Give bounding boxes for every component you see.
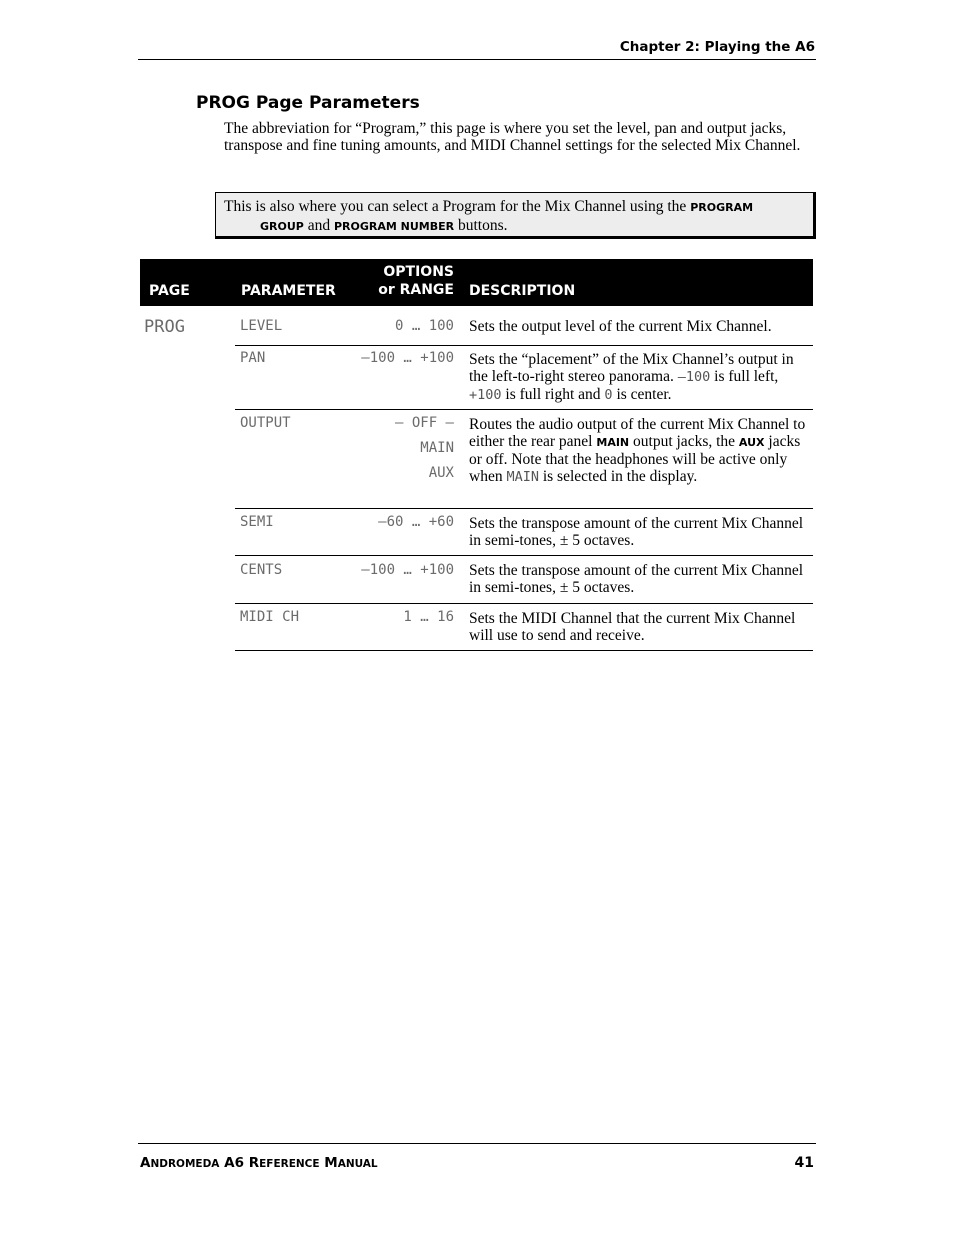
column-header-page: PAGE bbox=[149, 283, 190, 299]
row-divider bbox=[235, 508, 813, 509]
main-jack-label: MAIN bbox=[596, 436, 630, 449]
intro-paragraph: The abbreviation for “Program,” this page is where you set the level, pan and output jacks, transpose and fine tuning amounts, and MIDI Channel settings for the selected Mix Channel. bbox=[224, 120, 801, 154]
options-header-line1: OPTIONS bbox=[383, 264, 454, 280]
param-semi: SEMI bbox=[240, 514, 274, 530]
desc-pan-text-a: Sets the “placement” of the Mix Channel’s output in the left-to-right stereo panorama. bbox=[469, 351, 794, 385]
column-header-parameter: PARAMETER bbox=[241, 283, 336, 299]
desc-level: Sets the output level of the current Mix Channel. bbox=[469, 318, 772, 335]
desc-pan-text-c: is full right and bbox=[505, 386, 601, 403]
footer-title-part: NDROMEDA bbox=[150, 1158, 220, 1170]
desc-pan-value-min: –100 bbox=[677, 369, 711, 385]
program-group-key-label-cont: GROUP bbox=[260, 220, 304, 233]
footer-title-part: M bbox=[324, 1155, 338, 1171]
param-output: OUTPUT bbox=[240, 415, 291, 431]
desc-midi-ch: Sets the MIDI Channel that the current Mix Channel will use to send and receive. bbox=[469, 610, 796, 644]
row-divider bbox=[235, 409, 813, 410]
program-group-key-label: PROGRAM bbox=[690, 201, 754, 214]
footer-title-part: R bbox=[248, 1155, 260, 1171]
range-level: 0 … 100 bbox=[394, 318, 454, 334]
desc-output-text-d: is selected in the display. bbox=[542, 468, 698, 485]
row-divider bbox=[235, 555, 813, 556]
param-level: LEVEL bbox=[240, 318, 283, 334]
footer-title-part: A bbox=[140, 1155, 151, 1171]
note-text-end: buttons. bbox=[458, 217, 508, 234]
footer-title-part: ANUAL bbox=[337, 1158, 378, 1170]
range-semi: –60 … +60 bbox=[378, 514, 454, 530]
column-header-description: DESCRIPTION bbox=[469, 283, 576, 299]
desc-pan-value-center: 0 bbox=[604, 387, 613, 403]
desc-pan-text-d: is center. bbox=[616, 386, 672, 403]
header-rule bbox=[138, 59, 816, 60]
option-aux: AUX bbox=[428, 465, 454, 481]
desc-semi: Sets the transpose amount of the current Mix Channel in semi-tones, ± 5 octaves. bbox=[469, 515, 804, 549]
section-title: PROG Page Parameters bbox=[196, 93, 420, 113]
desc-pan-text-b: is full left, bbox=[714, 368, 779, 385]
desc-output-text-a: Routes the audio output of the current Mix Channel to either the rear panel bbox=[469, 416, 806, 450]
page-number: 41 bbox=[794, 1155, 814, 1171]
range-midi-ch: 1 … 16 bbox=[403, 609, 454, 625]
chapter-header: Chapter 2: Playing the A6 bbox=[619, 39, 815, 55]
options-header-line2: or RANGE bbox=[378, 282, 454, 298]
range-cents: –100 … +100 bbox=[361, 562, 454, 578]
footer-title-part: EFERENCE bbox=[259, 1158, 320, 1170]
column-header-options bbox=[378, 263, 454, 299]
desc-cents: Sets the transpose amount of the current Mix Channel in semi-tones, ± 5 octaves. bbox=[469, 562, 804, 596]
program-number-key-label: PROGRAM NUMBER bbox=[334, 220, 455, 233]
footer-rule bbox=[138, 1143, 816, 1144]
footer-title-part: A6 bbox=[219, 1155, 249, 1171]
row-divider bbox=[235, 345, 813, 346]
row-divider bbox=[235, 603, 813, 604]
desc-output-text-c: jacks or off. Note that the headphones will be active only when bbox=[469, 433, 801, 485]
desc-output bbox=[469, 416, 809, 486]
desc-pan bbox=[469, 351, 809, 404]
param-pan: PAN bbox=[240, 350, 266, 366]
option-off: – OFF – bbox=[394, 415, 454, 431]
param-midi-ch: MIDI CH bbox=[240, 609, 300, 625]
range-pan: –100 … +100 bbox=[361, 350, 454, 366]
note-text-mid: and bbox=[307, 217, 331, 234]
param-cents: CENTS bbox=[240, 562, 283, 578]
desc-pan-value-max: +100 bbox=[469, 387, 502, 403]
note-text: This is also where you can select a Program for the Mix Channel using the bbox=[224, 198, 687, 215]
desc-output-text-b: output jacks, the bbox=[633, 433, 736, 450]
footer-title bbox=[140, 1155, 378, 1171]
row-divider bbox=[235, 650, 813, 651]
aux-jack-label: AUX bbox=[738, 436, 765, 449]
note-box bbox=[215, 192, 816, 239]
option-main: MAIN bbox=[420, 440, 454, 456]
page-name-lcd: PROG bbox=[144, 317, 185, 337]
desc-output-value-main: MAIN bbox=[506, 469, 539, 485]
